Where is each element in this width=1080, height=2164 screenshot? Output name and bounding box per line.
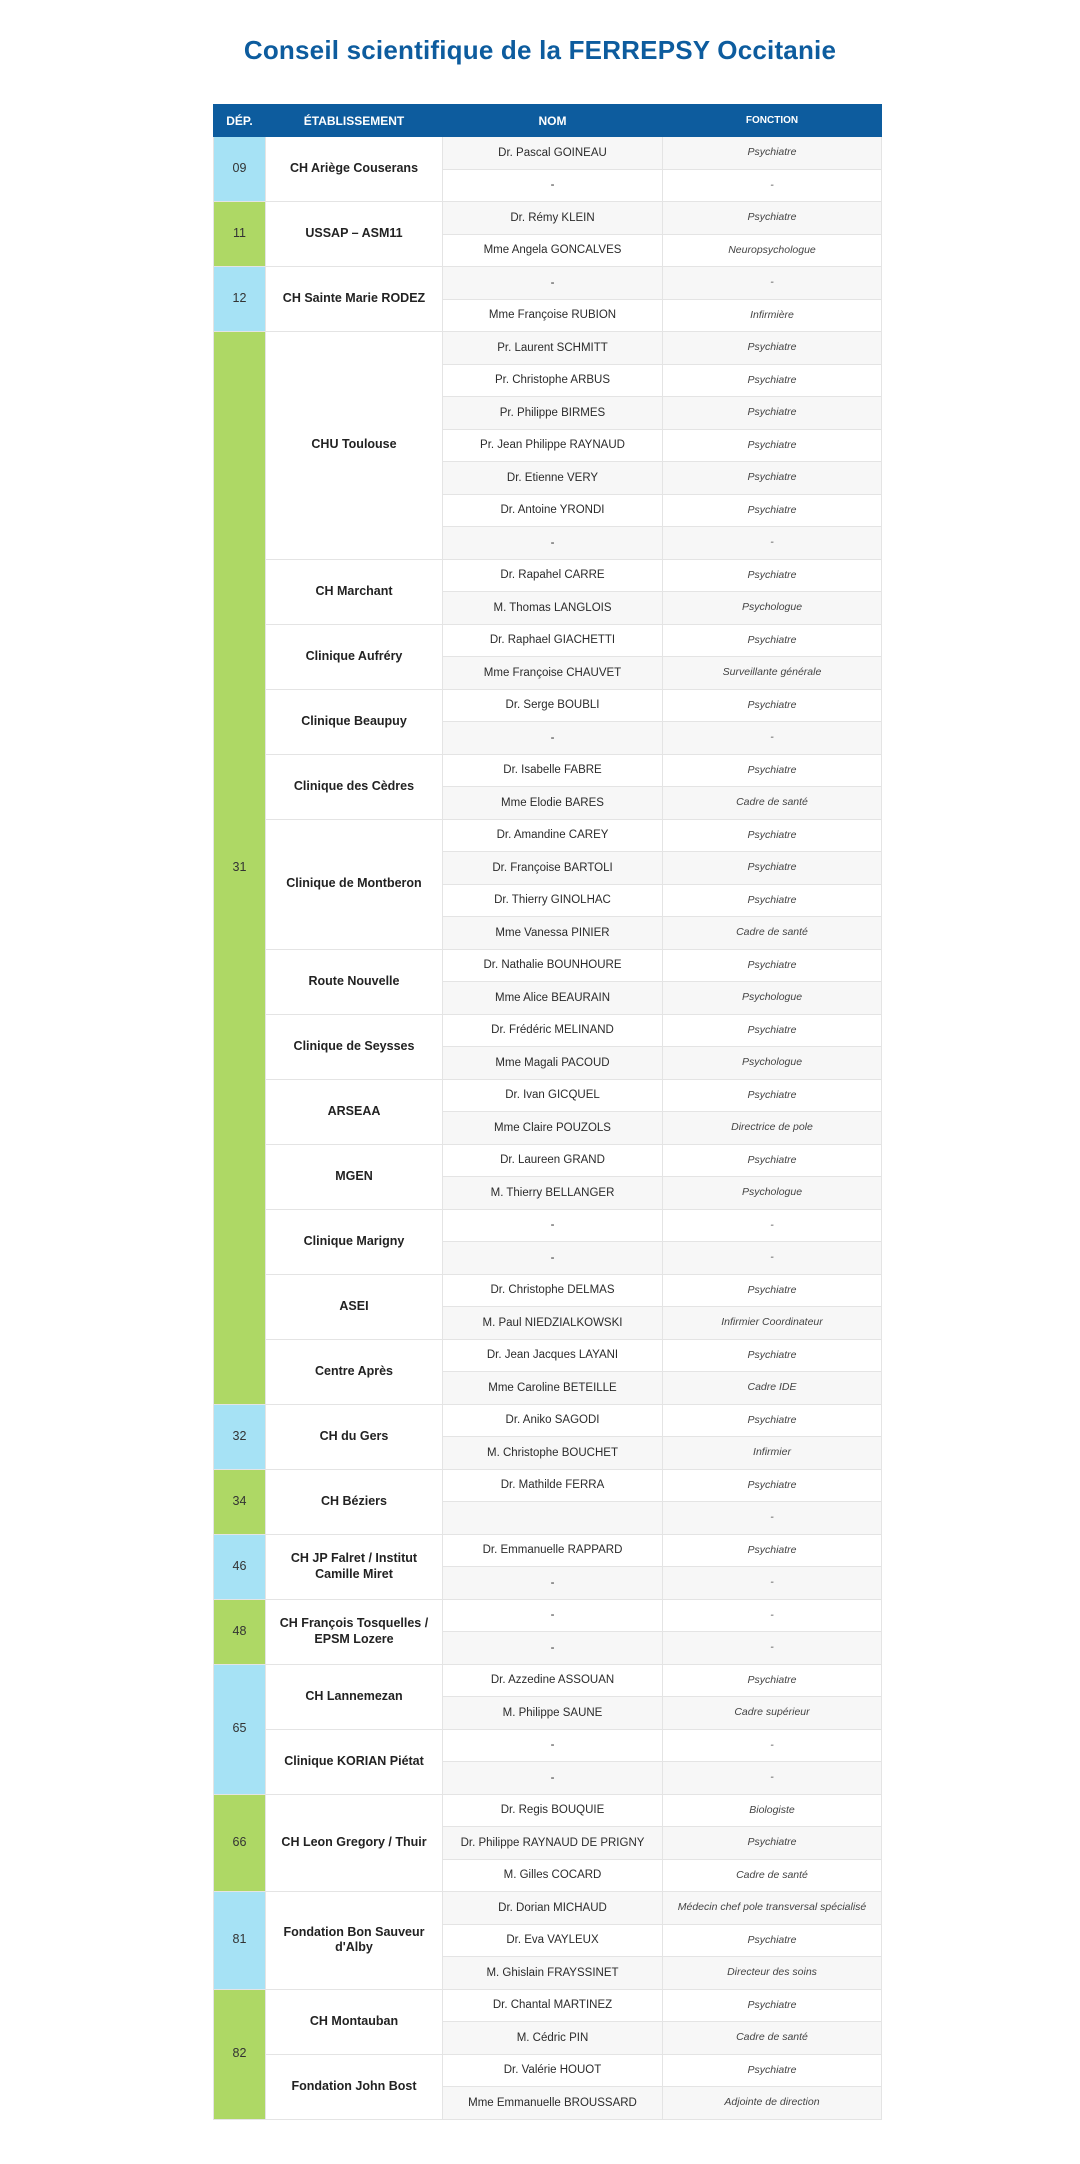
dep-cell: 12	[214, 267, 266, 332]
nom-cell: Dr. Mathilde FERRA	[443, 1469, 663, 1502]
etablissement-cell: CH Montauban	[266, 1989, 443, 2054]
fonction-cell: -	[663, 1599, 882, 1632]
fonction-cell: Infirmière	[663, 299, 882, 332]
nom-cell: -	[443, 267, 663, 300]
etablissement-cell: MGEN	[266, 1144, 443, 1209]
etablissement-cell: CH JP Falret / Institut Camille Miret	[266, 1534, 443, 1599]
etablissement-cell: Clinique de Seysses	[266, 1014, 443, 1079]
fonction-cell: Psychiatre	[663, 1827, 882, 1860]
fonction-cell: Psychiatre	[663, 1274, 882, 1307]
etablissement-cell: CH Ariège Couserans	[266, 137, 443, 202]
nom-cell	[443, 1502, 663, 1535]
fonction-cell: Psychiatre	[663, 1469, 882, 1502]
nom-cell: Pr. Jean Philippe RAYNAUD	[443, 429, 663, 462]
fonction-cell: -	[663, 1242, 882, 1275]
table-row	[214, 1079, 882, 1112]
page-title: Conseil scientifique de la FERREPSY Occitanie	[243, 35, 837, 65]
table-row	[214, 754, 882, 787]
table-row	[214, 1729, 882, 1762]
dep-cell: 09	[214, 137, 266, 202]
etablissement-cell: CH Béziers	[266, 1469, 443, 1534]
nom-cell: Dr. Thierry GINOLHAC	[443, 884, 663, 917]
fonction-cell: Infirmier Coordinateur	[663, 1307, 882, 1340]
header-fonction: FONCTION	[663, 105, 882, 137]
etablissement-cell: CH Lannemezan	[266, 1664, 443, 1729]
nom-cell: Pr. Philippe BIRMES	[443, 397, 663, 430]
nom-cell: Dr. Ivan GICQUEL	[443, 1079, 663, 1112]
dep-cell: 31	[214, 332, 266, 1405]
etablissement-cell: CH Leon Gregory / Thuir	[266, 1794, 443, 1892]
fonction-cell: -	[663, 1762, 882, 1795]
fonction-cell: Adjointe de direction	[663, 2087, 882, 2120]
table-header	[214, 105, 882, 137]
nom-cell: Mme Emmanuelle BROUSSARD	[443, 2087, 663, 2120]
nom-cell: Dr. Regis BOUQUIE	[443, 1794, 663, 1827]
fonction-cell: Psychiatre	[663, 1144, 882, 1177]
nom-cell: -	[443, 1762, 663, 1795]
fonction-cell: -	[663, 1502, 882, 1535]
dep-cell: 46	[214, 1534, 266, 1599]
fonction-cell: -	[663, 722, 882, 755]
fonction-cell: Psychiatre	[663, 884, 882, 917]
table-row	[214, 689, 882, 722]
etablissement-cell: ARSEAA	[266, 1079, 443, 1144]
table-row	[214, 559, 882, 592]
table-row	[214, 1469, 882, 1502]
table-row	[214, 1989, 882, 2022]
fonction-cell: Psychologue	[663, 1047, 882, 1080]
nom-cell: M. Ghislain FRAYSSINET	[443, 1957, 663, 1990]
nom-cell: -	[443, 1242, 663, 1275]
fonction-cell: Psychiatre	[663, 852, 882, 885]
table-row	[214, 1144, 882, 1177]
table-row	[214, 1892, 882, 1925]
fonction-cell: Cadre supérieur	[663, 1697, 882, 1730]
nom-cell: Dr. Nathalie BOUNHOURE	[443, 949, 663, 982]
nom-cell: Mme Caroline BETEILLE	[443, 1372, 663, 1405]
etablissement-cell: Clinique de Montberon	[266, 819, 443, 949]
fonction-cell: Surveillante générale	[663, 657, 882, 690]
nom-cell: Mme Françoise RUBION	[443, 299, 663, 332]
fonction-cell: Psychiatre	[663, 1534, 882, 1567]
nom-cell: -	[443, 1599, 663, 1632]
fonction-cell: Neuropsychologue	[663, 234, 882, 267]
nom-cell: Dr. Françoise BARTOLI	[443, 852, 663, 885]
fonction-cell: Psychologue	[663, 1177, 882, 1210]
table-row	[214, 1534, 882, 1567]
fonction-cell: Psychiatre	[663, 819, 882, 852]
fonction-cell: Psychiatre	[663, 202, 882, 235]
fonction-cell: -	[663, 527, 882, 560]
table-row	[214, 202, 882, 235]
table-row	[214, 1014, 882, 1047]
nom-cell: M. Thomas LANGLOIS	[443, 592, 663, 625]
dep-cell: 66	[214, 1794, 266, 1892]
etablissement-cell: Clinique Aufréry	[266, 624, 443, 689]
nom-cell: Dr. Dorian MICHAUD	[443, 1892, 663, 1925]
nom-cell: -	[443, 1729, 663, 1762]
etablissement-cell: CH François Tosquelles / EPSM Lozere	[266, 1599, 443, 1664]
nom-cell: -	[443, 1632, 663, 1665]
etablissement-cell: CH Sainte Marie RODEZ	[266, 267, 443, 332]
table-row	[214, 1339, 882, 1372]
dep-cell: 34	[214, 1469, 266, 1534]
fonction-cell: -	[663, 1729, 882, 1762]
nom-cell: Pr. Laurent SCHMITT	[443, 332, 663, 365]
fonction-cell: Psychiatre	[663, 1664, 882, 1697]
nom-cell: Dr. Eva VAYLEUX	[443, 1924, 663, 1957]
dep-cell: 48	[214, 1599, 266, 1664]
etablissement-cell: Fondation Bon Sauveur d'Alby	[266, 1892, 443, 1990]
nom-cell: Dr. Raphael GIACHETTI	[443, 624, 663, 657]
nom-cell: Mme Françoise CHAUVET	[443, 657, 663, 690]
fonction-cell: Psychiatre	[663, 397, 882, 430]
etablissement-cell: Route Nouvelle	[266, 949, 443, 1014]
fonction-cell: Psychiatre	[663, 624, 882, 657]
etablissement-cell: USSAP – ASM11	[266, 202, 443, 267]
nom-cell: M. Thierry BELLANGER	[443, 1177, 663, 1210]
fonction-cell: Psychiatre	[663, 1339, 882, 1372]
nom-cell: Dr. Aniko SAGODI	[443, 1404, 663, 1437]
etablissement-cell: Centre Après	[266, 1339, 443, 1404]
fonction-cell: Psychiatre	[663, 1014, 882, 1047]
nom-cell: Dr. Rémy KLEIN	[443, 202, 663, 235]
dep-cell: 81	[214, 1892, 266, 1990]
table-row	[214, 1664, 882, 1697]
table-row	[214, 2054, 882, 2087]
table-row	[214, 1404, 882, 1437]
dep-cell: 82	[214, 1989, 266, 2119]
etablissement-cell: Clinique des Cèdres	[266, 754, 443, 819]
table-row	[214, 1209, 882, 1242]
fonction-cell: Psychiatre	[663, 494, 882, 527]
fonction-cell: Psychiatre	[663, 2054, 882, 2087]
header-dep: DÉP.	[214, 105, 266, 137]
nom-cell: -	[443, 1567, 663, 1600]
table-row	[214, 267, 882, 300]
nom-cell: -	[443, 169, 663, 202]
fonction-cell: Psychiatre	[663, 754, 882, 787]
nom-cell: Dr. Jean Jacques LAYANI	[443, 1339, 663, 1372]
nom-cell: M. Gilles COCARD	[443, 1859, 663, 1892]
fonction-cell: Psychiatre	[663, 462, 882, 495]
table-row	[214, 1794, 882, 1827]
nom-cell: Dr. Philippe RAYNAUD DE PRIGNY	[443, 1827, 663, 1860]
etablissement-cell: CH du Gers	[266, 1404, 443, 1469]
fonction-cell: Psychiatre	[663, 689, 882, 722]
fonction-cell: -	[663, 1632, 882, 1665]
etablissement-cell: ASEI	[266, 1274, 443, 1339]
table-row	[214, 1599, 882, 1632]
fonction-cell: Cadre IDE	[663, 1372, 882, 1405]
table-row	[214, 137, 882, 170]
dep-cell: 65	[214, 1664, 266, 1794]
fonction-cell: Cadre de santé	[663, 1859, 882, 1892]
table-row	[214, 819, 882, 852]
nom-cell: Dr. Frédéric MELINAND	[443, 1014, 663, 1047]
nom-cell: M. Christophe BOUCHET	[443, 1437, 663, 1470]
fonction-cell: Psychiatre	[663, 364, 882, 397]
fonction-cell: -	[663, 169, 882, 202]
nom-cell: Dr. Rapahel CARRE	[443, 559, 663, 592]
nom-cell: M. Cédric PIN	[443, 2022, 663, 2055]
etablissement-cell: CHU Toulouse	[266, 332, 443, 560]
fonction-cell: Cadre de santé	[663, 2022, 882, 2055]
fonction-cell: Directeur des soins	[663, 1957, 882, 1990]
nom-cell: Dr. Amandine CAREY	[443, 819, 663, 852]
table-row	[214, 624, 882, 657]
council-table	[213, 104, 882, 2120]
fonction-cell: Directrice de pole	[663, 1112, 882, 1145]
fonction-cell: Psychiatre	[663, 332, 882, 365]
nom-cell: Dr. Chantal MARTINEZ	[443, 1989, 663, 2022]
etablissement-cell: Clinique Beaupuy	[266, 689, 443, 754]
fonction-cell: Psychiatre	[663, 1079, 882, 1112]
header-etablissement: ÉTABLISSEMENT	[266, 105, 443, 137]
nom-cell: Pr. Christophe ARBUS	[443, 364, 663, 397]
dep-cell: 11	[214, 202, 266, 267]
nom-cell: -	[443, 722, 663, 755]
fonction-cell: Psychiatre	[663, 1989, 882, 2022]
dep-cell: 32	[214, 1404, 266, 1469]
nom-cell: Dr. Laureen GRAND	[443, 1144, 663, 1177]
nom-cell: Dr. Valérie HOUOT	[443, 2054, 663, 2087]
fonction-cell: Médecin chef pole transversal spécialisé	[663, 1892, 882, 1925]
nom-cell: Dr. Serge BOUBLI	[443, 689, 663, 722]
nom-cell: Dr. Isabelle FABRE	[443, 754, 663, 787]
nom-cell: Dr. Etienne VERY	[443, 462, 663, 495]
nom-cell: -	[443, 527, 663, 560]
nom-cell: Mme Claire POUZOLS	[443, 1112, 663, 1145]
table-body	[214, 137, 882, 2120]
nom-cell: Mme Magali PACOUD	[443, 1047, 663, 1080]
nom-cell: Mme Vanessa PINIER	[443, 917, 663, 950]
etablissement-cell: Clinique KORIAN Piétat	[266, 1729, 443, 1794]
nom-cell: Mme Elodie BARES	[443, 787, 663, 820]
nom-cell: Dr. Emmanuelle RAPPARD	[443, 1534, 663, 1567]
etablissement-cell: Clinique Marigny	[266, 1209, 443, 1274]
fonction-cell: Cadre de santé	[663, 787, 882, 820]
fonction-cell: -	[663, 1209, 882, 1242]
etablissement-cell: CH Marchant	[266, 559, 443, 624]
fonction-cell: Psychiatre	[663, 429, 882, 462]
table-row	[214, 332, 882, 365]
nom-cell: -	[443, 1209, 663, 1242]
fonction-cell: Psychiatre	[663, 949, 882, 982]
fonction-cell: Psychologue	[663, 592, 882, 625]
fonction-cell: Psychiatre	[663, 559, 882, 592]
fonction-cell: Psychiatre	[663, 1924, 882, 1957]
fonction-cell: Cadre de santé	[663, 917, 882, 950]
fonction-cell: -	[663, 1567, 882, 1600]
nom-cell: Mme Angela GONCALVES	[443, 234, 663, 267]
nom-cell: Dr. Azzedine ASSOUAN	[443, 1664, 663, 1697]
table-row	[214, 1274, 882, 1307]
nom-cell: M. Paul NIEDZIALKOWSKI	[443, 1307, 663, 1340]
fonction-cell: Psychologue	[663, 982, 882, 1015]
nom-cell: M. Philippe SAUNE	[443, 1697, 663, 1730]
header-nom: NOM	[443, 105, 663, 137]
fonction-cell: Biologiste	[663, 1794, 882, 1827]
table-header-row	[214, 105, 882, 137]
nom-cell: Mme Alice BEAURAIN	[443, 982, 663, 1015]
nom-cell: Dr. Pascal GOINEAU	[443, 137, 663, 170]
fonction-cell: Infirmier	[663, 1437, 882, 1470]
fonction-cell: Psychiatre	[663, 1404, 882, 1437]
table-row	[214, 949, 882, 982]
nom-cell: Dr. Christophe DELMAS	[443, 1274, 663, 1307]
fonction-cell: Psychiatre	[663, 137, 882, 170]
etablissement-cell: Fondation John Bost	[266, 2054, 443, 2119]
nom-cell: Dr. Antoine YRONDI	[443, 494, 663, 527]
fonction-cell: -	[663, 267, 882, 300]
